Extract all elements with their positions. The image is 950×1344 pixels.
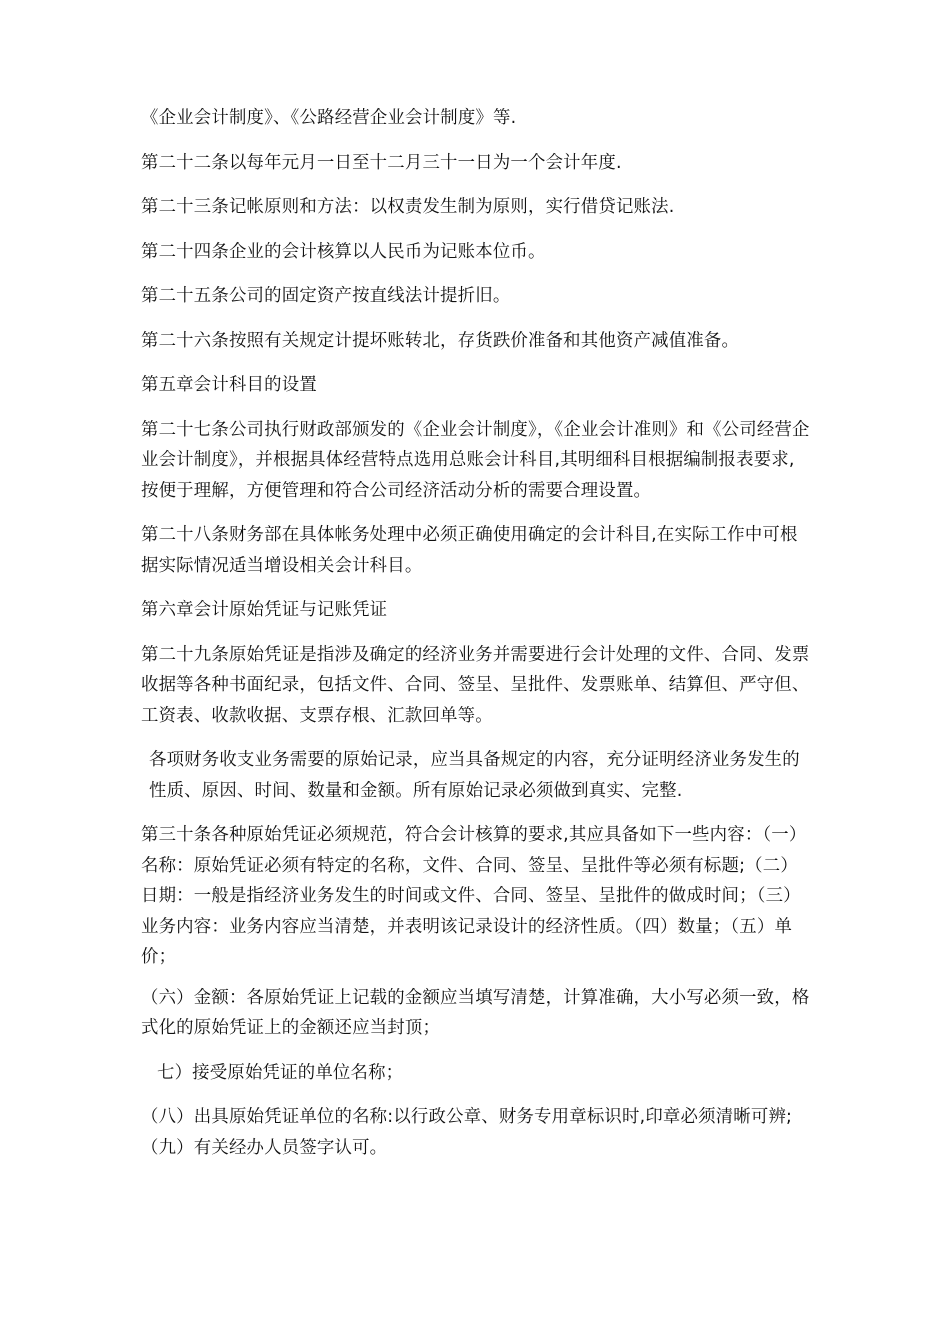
paragraph-29: 第二十九条原始凭证是指涉及确定的经济业务并需要进行会计处理的文件、合同、发票收据等各种书面纪录，包括文件、合同、签呈、呈批件、发票账单、结算但、严守但、工资表、收款收据、支票存根、汇款回单等。 — [141, 644, 810, 726]
paragraph-receiving-unit: 七）接受原始凭证的单位名称； — [157, 1062, 404, 1083]
document-body — [141, 103, 811, 1177]
paragraph-30: 第三十条各种原始凭证必须规范，符合会计核算的要求,其应具备如下一些内容：（一）名称：原始凭证必须有特定的名称，文件、合同、签呈、呈批件等必须有标题;（二）日期：一般是指经济业务发生的时间或文件、合同、签呈、呈批件的做成时间；（三）业务内容：业务内容应当清楚，并表明该记录设计的经济性质。（四）数量；（五）单价； — [141, 825, 807, 967]
paragraph-amount: （六）金额：各原始凭证上记载的金额应当填写清楚，计算准确，大小写必须一致，格式化的原始凭证上的金额还应当封顶； — [141, 987, 810, 1038]
chapter-heading-5: 第五章会计科目的设置 — [141, 375, 317, 395]
paragraph-5: 第二十五条公司的固定资产按直线法计提折旧。 — [141, 286, 511, 306]
paragraph-3: 第二十三条记帐原则和方法：以权责发生制为原则，实行借贷记账法. — [141, 197, 675, 217]
chapter-heading-6: 第六章会计原始凭证与记账凭证 — [141, 600, 388, 620]
paragraph-4: 第二十四条企业的会计核算以人民币为记账本位币。 — [141, 241, 546, 262]
paragraph-original-records: 各项财务收支业务需要的原始记录，应当具备规定的内容，充分证明经济业务发生的性质、原因、时间、数量和金额。所有原始记录必须做到真实、完整. — [149, 750, 800, 801]
paragraph-28: 第二十八条财务部在具体帐务处理中必须正确使用确定的会计科目,在实际工作中可根据实际情况适当增设相关会计科目。 — [141, 525, 798, 576]
paragraph-2: 第二十二条以每年元月一日至十二月三十一日为一个会计年度. — [141, 152, 622, 173]
paragraph-1: 《企业会计制度》、《公路经营企业会计制度》等. — [141, 108, 517, 128]
paragraph-6: 第二十六条按照有关规定计提坏账转北，存货跌价准备和其他资产减值准备。 — [141, 330, 740, 351]
paragraph-issuing-unit: （八）出具原始凭证单位的名称:以行政公章、财务专用章标识时,印章必须清晰可辨;（九）有关经办人员签字认可。 — [141, 1107, 793, 1158]
paragraph-27: 第二十七条公司执行财政部颁发的《企业会计制度》，《企业会计准则》和《公司经营企业会计制度》，并根据具体经营特点选用总账会计科目,其明细科目根据编制报表要求,按便于理解，方便管理和符合公司经济活动分析的需要合理设置。 — [141, 419, 810, 501]
